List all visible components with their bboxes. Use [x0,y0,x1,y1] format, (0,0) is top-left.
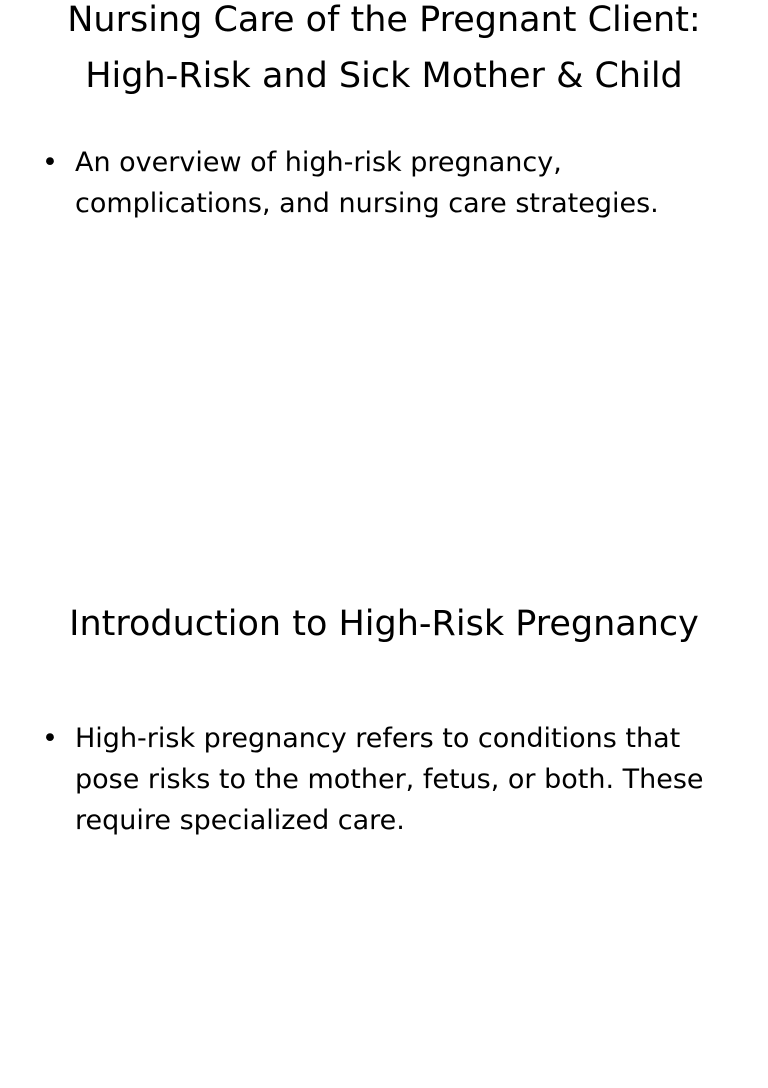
bullet-text: An overview of high-risk pregnancy, complications, and nursing care strategies. [75,147,659,219]
slide-title: Nursing Care of the Pregnant Client: High-Risk and Sick Mother & Child [67,0,701,96]
slide-introduction [0,576,768,1088]
bullet-item [42,718,732,841]
bullet-list [42,142,732,224]
slide-title-overview [0,0,768,512]
slide-title: Introduction to High-Risk Pregnancy [69,604,699,644]
bullet-icon: • [42,147,58,178]
bullet-icon: • [42,723,58,754]
bullet-list [42,718,732,841]
bullet-text: High-risk pregnancy refers to conditions that pose risks to the mother, fetus, or both. These require specialized care. [75,723,704,836]
bullet-item [42,142,732,224]
